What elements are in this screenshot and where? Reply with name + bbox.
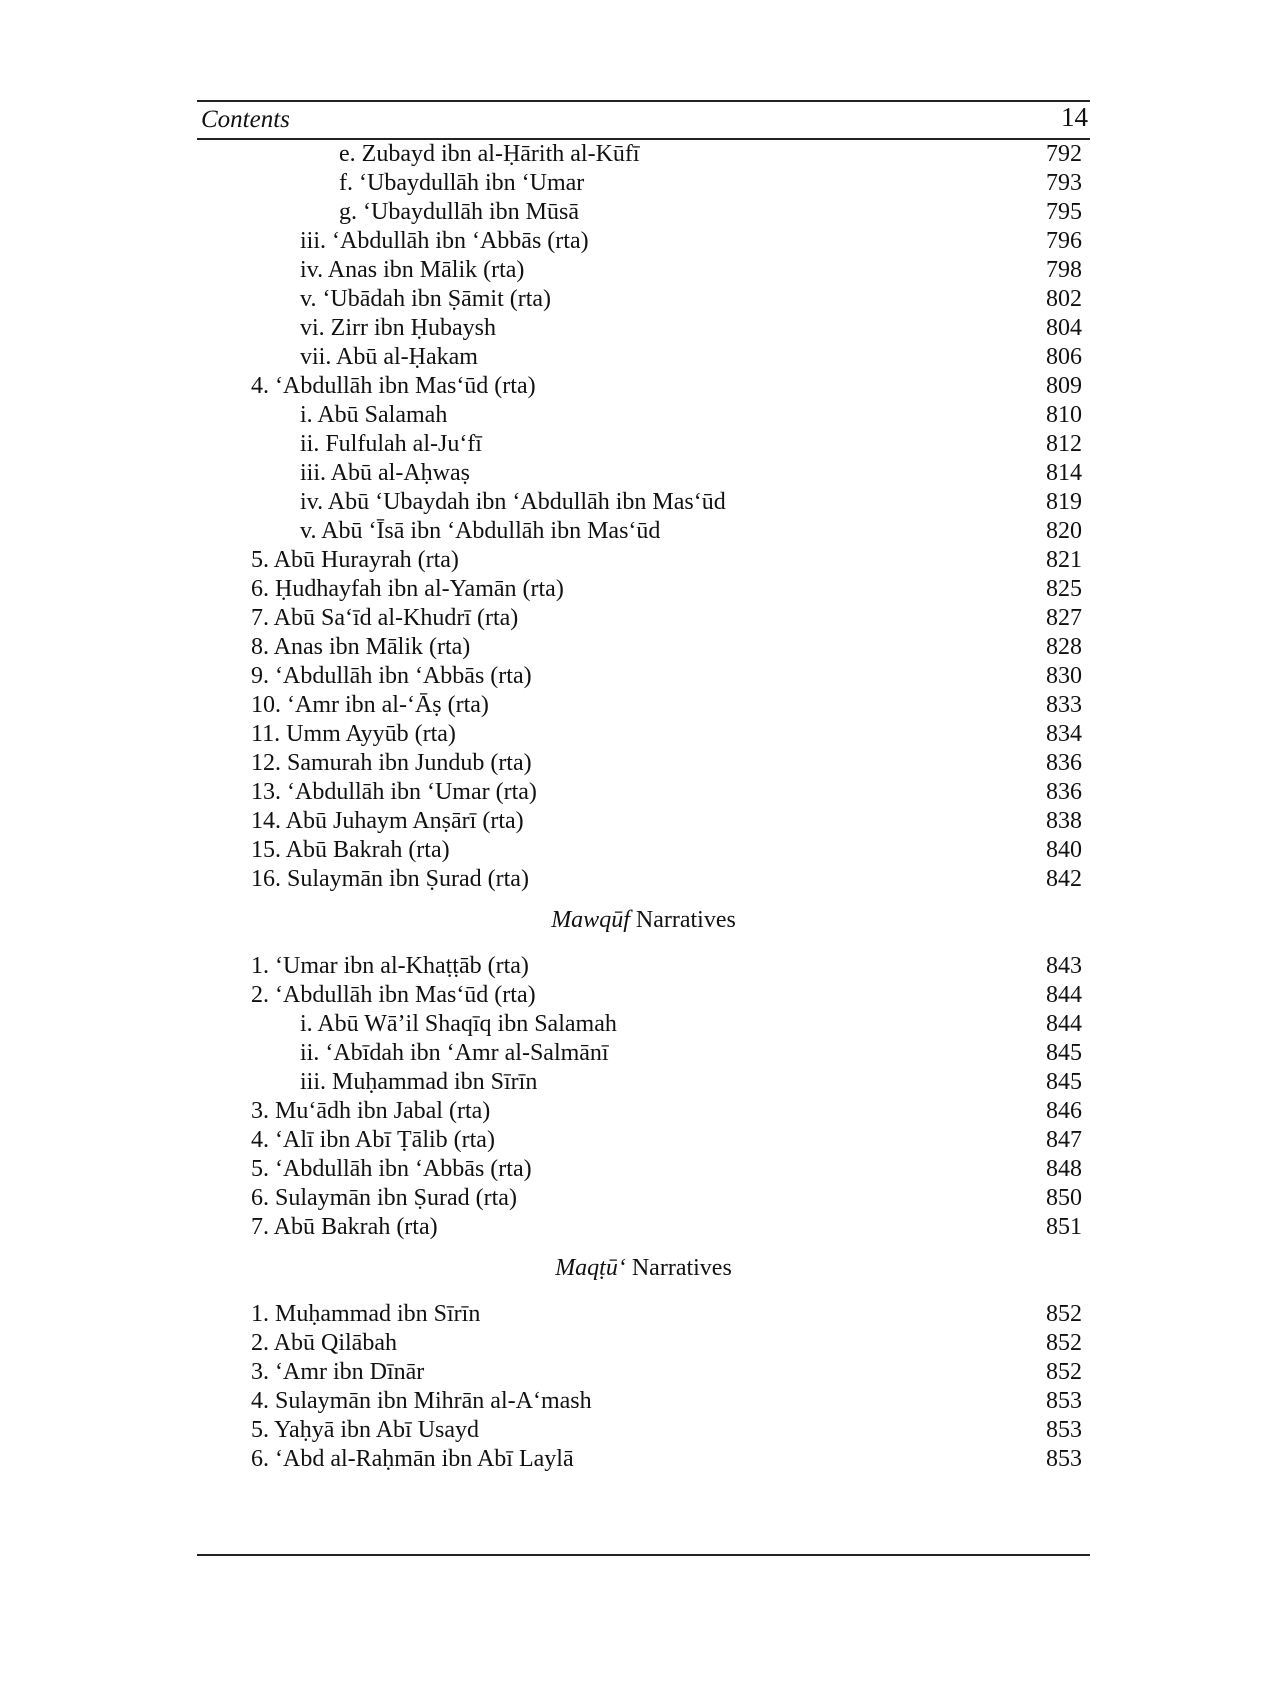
toc-entry-page-number: 792 [1046,141,1082,167]
toc-entry-label: 3. Mu‘ādh ibn Jabal (rta) [251,1098,491,1124]
toc-entry [197,633,1090,662]
toc-entry-page-number: 845 [1046,1069,1082,1095]
toc-entry-label: 4. Sulaymān ibn Mihrān al-A‘mash [251,1388,592,1414]
toc-entry-page-number: 821 [1046,547,1082,573]
toc-entry-page-number: 810 [1046,402,1082,428]
toc-entry-label: 7. Abū Bakrah (rta) [251,1214,438,1240]
toc-entry [197,372,1090,401]
section-heading-rest: Narratives [629,907,736,933]
toc-entry [197,314,1090,343]
toc-entry [197,865,1090,894]
toc-entry-label: i. Abū Wā’il Shaqīq ibn Salamah [300,1011,617,1037]
header-page-number: 14 [1061,102,1088,132]
toc-entry-label: 8. Anas ibn Mālik (rta) [251,634,471,660]
toc-entry-page-number: 842 [1046,866,1082,892]
toc-entry-page-number: 844 [1046,982,1082,1008]
toc-entry [197,430,1090,459]
toc-entry-page-number: 820 [1046,518,1082,544]
section-heading-maqtu [197,1242,1090,1300]
toc-entry-label: i. Abū Salamah [300,402,448,428]
toc-entry-page-number: 795 [1046,199,1082,225]
toc-entry-page-number: 798 [1046,257,1082,283]
toc-entry-label: vi. Zirr ibn Ḥubaysh [300,315,496,341]
toc-entry-label: iv. Abū ‘Ubaydah ibn ‘Abdullāh ibn Mas‘ūd [300,489,726,515]
toc-entry [197,1445,1090,1474]
toc-entry-label: vii. Abū al-Ḥakam [300,344,478,370]
toc-entry-page-number: 812 [1046,431,1082,457]
toc-entry [197,488,1090,517]
toc-entry-label: 10. ‘Amr ibn al-‘Āṣ (rta) [251,692,489,718]
footer-rule [197,1554,1090,1556]
toc-entry-page-number: 819 [1046,489,1082,515]
toc-entry [197,1300,1090,1329]
toc-entry-page-number: 836 [1046,779,1082,805]
toc-entry-label: iii. Muḥammad ibn Sīrīn [300,1069,538,1095]
toc-entry [197,343,1090,372]
section-heading-italic: Mawqūf [551,907,630,933]
toc-entry-label: f. ‘Ubaydullāh ibn ‘Umar [339,170,585,196]
toc-entry-page-number: 836 [1046,750,1082,776]
toc-entry-label: iii. ‘Abdullāh ibn ‘Abbās (rta) [300,228,589,254]
toc-entry-label: 2. ‘Abdullāh ibn Mas‘ūd (rta) [251,982,536,1008]
toc-entry-label: 9. ‘Abdullāh ibn ‘Abbās (rta) [251,663,532,689]
toc-entry [197,401,1090,430]
toc-entry-label: g. ‘Ubaydullāh ibn Mūsā [339,199,579,225]
toc-entry [197,1184,1090,1213]
toc-entry [197,1039,1090,1068]
toc-entry-label: 13. ‘Abdullāh ibn ‘Umar (rta) [251,779,537,805]
toc-entry [197,604,1090,633]
toc-entry-label: 4. ‘Alī ibn Abī Ṭālib (rta) [251,1127,495,1153]
toc-entry [197,1329,1090,1358]
toc-entry-page-number: 814 [1046,460,1082,486]
toc-entry-label: iv. Anas ibn Mālik (rta) [300,257,525,283]
toc-entry-page-number: 796 [1046,228,1082,254]
toc-entry-label: 6. ‘Abd al-Raḥmān ibn Abī Laylā [251,1446,574,1472]
toc-entry-label: ii. ‘Abīdah ibn ‘Amr al-Salmānī [300,1040,609,1066]
toc-entry [197,1387,1090,1416]
toc-entry-page-number: 852 [1046,1359,1082,1385]
toc-entry [197,1416,1090,1445]
toc-entry [197,1155,1090,1184]
toc-entry [197,459,1090,488]
toc-entry-label: 6. Ḥudhayfah ibn al-Yamān (rta) [251,576,564,602]
toc-entry-page-number: 828 [1046,634,1082,660]
toc-entry-page-number: 793 [1046,170,1082,196]
toc-entry-label: v. ‘Ubādah ibn Ṣāmit (rta) [300,286,552,312]
toc-entry-label: ii. Fulfulah al-Ju‘fī [300,431,482,457]
toc-entry-label: iii. Abū al-Aḥwaṣ [300,460,470,486]
toc-entry-page-number: 853 [1046,1446,1082,1472]
toc-entry-label: 16. Sulaymān ibn Ṣurad (rta) [251,866,529,892]
toc-entry-page-number: 843 [1046,953,1082,979]
toc-entry-page-number: 825 [1046,576,1082,602]
toc-block-maqtu [197,1300,1090,1474]
toc-entry-label: 5. Yaḥyā ibn Abī Usayd [251,1417,480,1443]
contents-page [197,100,1090,1474]
toc-entry-page-number: 844 [1046,1011,1082,1037]
toc-block-mawquf [197,952,1090,1242]
toc-block-marfu [197,140,1090,894]
toc-entry-page-number: 845 [1046,1040,1082,1066]
toc-entry [197,1358,1090,1387]
toc-entry-page-number: 853 [1046,1388,1082,1414]
toc-entry-label: 7. Abū Sa‘īd al-Khudrī (rta) [251,605,519,631]
toc-entry [197,1213,1090,1242]
toc-entry-label: 14. Abū Juhaym Anṣārī (rta) [251,808,524,834]
toc-entry-page-number: 804 [1046,315,1082,341]
toc-entry-label: 4. ‘Abdullāh ibn Mas‘ūd (rta) [251,373,536,399]
toc-entry-label: e. Zubayd ibn al-Ḥārith al-Kūfī [339,141,640,167]
toc-entry-page-number: 852 [1046,1330,1082,1356]
toc-entry [197,720,1090,749]
toc-entry-page-number: 853 [1046,1417,1082,1443]
toc-entry [197,1097,1090,1126]
page-header [197,100,1090,140]
toc-entry [197,836,1090,865]
section-heading-mawquf [197,894,1090,952]
header-title: Contents [201,106,290,133]
toc-entry [197,169,1090,198]
toc-entry [197,575,1090,604]
toc-entry [197,140,1090,169]
toc-entry-label: 5. ‘Abdullāh ibn ‘Abbās (rta) [251,1156,532,1182]
toc-entry-label: 15. Abū Bakrah (rta) [251,837,450,863]
toc-entry-page-number: 851 [1046,1214,1082,1240]
toc-entry-label: 5. Abū Hurayrah (rta) [251,547,459,573]
section-heading-italic: Maqṭū‘ [555,1255,626,1281]
toc-entry [197,1068,1090,1097]
toc-entry-label: v. Abū ‘Īsā ibn ‘Abdullāh ibn Mas‘ūd [300,518,661,544]
toc-entry [197,952,1090,981]
toc-entry-page-number: 802 [1046,286,1082,312]
toc-entry [197,1010,1090,1039]
toc-entry-page-number: 847 [1046,1127,1082,1153]
toc-entry [197,285,1090,314]
toc-entry [197,1126,1090,1155]
toc-entry [197,691,1090,720]
toc-entry [197,662,1090,691]
toc-entry-label: 6. Sulaymān ibn Ṣurad (rta) [251,1185,517,1211]
toc-entry-label: 3. ‘Amr ibn Dīnār [251,1359,425,1385]
toc-entry [197,198,1090,227]
toc-entry [197,256,1090,285]
toc-entry [197,546,1090,575]
toc-entry-page-number: 848 [1046,1156,1082,1182]
toc-entry-label: 11. Umm Ayyūb (rta) [251,721,456,747]
toc-entry-page-number: 806 [1046,344,1082,370]
toc-entry-label: 2. Abū Qilābah [251,1330,397,1356]
toc-entry-page-number: 827 [1046,605,1082,631]
toc-entry-label: 12. Samurah ibn Jundub (rta) [251,750,532,776]
toc-entry-page-number: 850 [1046,1185,1082,1211]
section-heading-rest: Narratives [625,1255,732,1281]
toc-entry [197,517,1090,546]
toc-entry [197,227,1090,256]
toc-entry-page-number: 852 [1046,1301,1082,1327]
toc-entry-page-number: 830 [1046,663,1082,689]
toc-entry-label: 1. Muḥammad ibn Sīrīn [251,1301,481,1327]
toc-entry-page-number: 833 [1046,692,1082,718]
toc-entry-page-number: 840 [1046,837,1082,863]
toc-entry-page-number: 838 [1046,808,1082,834]
toc-entry [197,778,1090,807]
toc-entry [197,981,1090,1010]
toc-entry-page-number: 846 [1046,1098,1082,1124]
toc-entry-page-number: 809 [1046,373,1082,399]
toc-entry-page-number: 834 [1046,721,1082,747]
toc-entry-label: 1. ‘Umar ibn al-Khaṭṭāb (rta) [251,953,529,979]
toc-entry [197,749,1090,778]
toc-entry [197,807,1090,836]
